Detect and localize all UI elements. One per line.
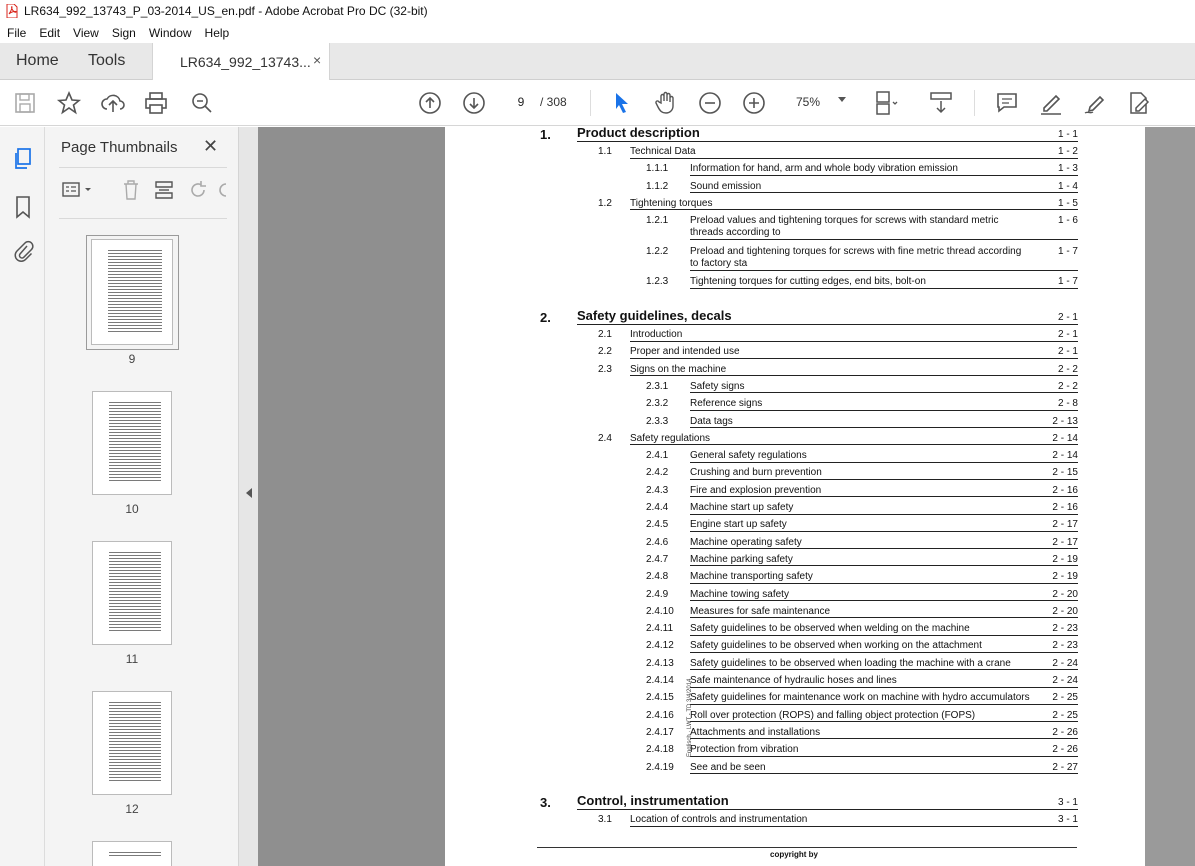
toc-entry-title: Introduction xyxy=(630,329,683,340)
toc-entry-number: 2.4.10 xyxy=(646,605,674,617)
toc-page-number: 2 - 24 xyxy=(1052,657,1078,669)
toc-entry-title: Reference signs xyxy=(690,398,763,410)
panel-splitter[interactable] xyxy=(238,127,258,866)
scrolling-mode-icon[interactable] xyxy=(928,90,954,116)
toc-page-number: 2 - 17 xyxy=(1052,536,1078,548)
rotate-page-icon[interactable] xyxy=(187,179,209,201)
toc-entry-title: Attachments and installations xyxy=(690,726,821,738)
toc-entry-number: 2.4.16 xyxy=(646,709,674,721)
toc-entry-title: Tightening torques for cutting edges, end bits, bolt-on xyxy=(690,276,926,288)
toc-rule xyxy=(690,687,1078,688)
toc-rule xyxy=(577,324,1078,325)
toc-entry-title: Safety guidelines to be observed when working on the attachment xyxy=(690,640,982,652)
toc-entry-number: 2.4.6 xyxy=(646,536,669,548)
toc-page-number: 2 - 23 xyxy=(1052,640,1078,652)
toc-page-number: 3 - 1 xyxy=(1057,814,1078,825)
toc-entry-number: 2.4 xyxy=(598,432,612,444)
toc-page-number: 2 - 25 xyxy=(1052,709,1078,721)
toc-entry-title: Safety guidelines to be observed when welding on the machine xyxy=(690,623,970,635)
toc-page-number: 2 - 14 xyxy=(1052,450,1078,462)
toc-rule xyxy=(690,270,1078,271)
toc-entry-number: 2.4.7 xyxy=(646,553,669,565)
toc-page-number: 1 - 2 xyxy=(1057,146,1078,157)
panel-close-icon[interactable]: ✕ xyxy=(203,136,219,156)
menu-sign[interactable]: Sign xyxy=(111,25,136,40)
toc-rule xyxy=(690,583,1078,584)
toc-entry-number: 2.4.12 xyxy=(646,640,674,652)
thumbnail-page-12[interactable] xyxy=(92,691,172,795)
toc-entry-title: Sound emission xyxy=(690,180,762,192)
toc-rule xyxy=(690,288,1078,289)
toc-entry-number: 2.4.11 xyxy=(646,623,674,635)
toc-page-number: 1 - 7 xyxy=(1057,276,1078,288)
toc-entry-number: 2.4.17 xyxy=(646,726,674,738)
toc-entry-title: Engine start up safety xyxy=(690,519,787,531)
toc-entry-title: Machine start up safety xyxy=(690,502,794,513)
thumbnail-label: 10 xyxy=(125,502,139,516)
menu-help[interactable]: Help xyxy=(204,25,230,40)
toc-page-number: 2 - 17 xyxy=(1052,519,1078,531)
toc-page-number: 2 - 2 xyxy=(1057,380,1078,392)
toc-entry-title: Machine towing safety xyxy=(690,588,789,600)
toc-entry-title: Preload values and tightening torques for screws with standard metric threads according to xyxy=(690,215,999,239)
toc-rule xyxy=(690,496,1078,497)
insert-pages-icon[interactable] xyxy=(153,179,175,201)
thumbnail-options-icon[interactable] xyxy=(61,179,95,201)
thumbnail-label: 9 xyxy=(128,352,136,366)
menu-file[interactable]: File xyxy=(7,25,27,40)
toc-entry-number: 2.3 xyxy=(598,363,612,375)
next-page-icon[interactable] xyxy=(461,90,487,116)
toc-page-number: 1 - 6 xyxy=(1057,215,1078,227)
navigation-rail xyxy=(0,127,45,866)
toc-page-number: 1 - 1 xyxy=(1057,129,1078,140)
main-toolbar xyxy=(0,80,1195,126)
toolbar-divider xyxy=(974,90,975,116)
toc-page-number: 2 - 1 xyxy=(1057,329,1078,340)
menu-edit[interactable]: Edit xyxy=(39,25,61,40)
toc-page-number: 2 - 26 xyxy=(1052,744,1078,756)
page-total: / 308 xyxy=(540,95,567,109)
toc-entry-title: Safety signs xyxy=(690,380,745,392)
toc-rule xyxy=(690,239,1078,240)
tab-document[interactable] xyxy=(152,43,330,81)
toc-entry-number: 1.2.3 xyxy=(646,276,669,288)
toc-entry-title: General safety regulations xyxy=(690,450,807,462)
toc-rule xyxy=(690,721,1078,722)
toc-page-number: 1 - 7 xyxy=(1057,245,1078,257)
toc-entry-number: 1.2 xyxy=(598,197,612,209)
viewer-scrollbar[interactable] xyxy=(1145,127,1195,866)
page-number-input[interactable] xyxy=(508,92,534,112)
toc-page-number: 2 - 13 xyxy=(1052,415,1078,427)
toc-rule xyxy=(690,175,1078,176)
toc-entry-number: 2.3.2 xyxy=(646,398,669,410)
toc-entry-title: Information for hand, arm and whole body vibration emission xyxy=(690,163,958,175)
toc-entry-title: Machine transporting safety xyxy=(690,571,813,583)
toc-page-number: 1 - 3 xyxy=(1057,163,1078,175)
toc-rule xyxy=(690,514,1078,515)
toc-page-number: 2 - 26 xyxy=(1052,726,1078,738)
toc-chapter-title: Control, instrumentation xyxy=(577,793,729,808)
thumbnail-label: 12 xyxy=(125,802,139,816)
toc-entry-title: Measures for safe maintenance xyxy=(690,605,831,617)
toc-entry-number: 2.4.18 xyxy=(646,744,674,756)
toc-entry-number: 2.4.5 xyxy=(646,519,669,531)
toc-page-number: 2 - 16 xyxy=(1052,484,1078,496)
toc-page-number: 2 - 23 xyxy=(1052,623,1078,635)
attachment-paperclip-icon[interactable] xyxy=(12,239,34,263)
toc-rule xyxy=(630,158,1078,159)
toc-rule xyxy=(630,826,1078,827)
toc-rule xyxy=(630,358,1078,359)
toc-rule xyxy=(577,141,1078,142)
toc-rule xyxy=(690,617,1078,618)
tab-home[interactable]: Home xyxy=(16,52,59,69)
toc-entry-number: 2.4.1 xyxy=(646,450,669,462)
zoom-in-icon[interactable] xyxy=(741,90,767,116)
toc-page-number: 1 - 5 xyxy=(1057,197,1078,209)
toc-page-number: 2 - 24 xyxy=(1052,675,1078,686)
toc-entry-number: 1.2.1 xyxy=(646,215,669,227)
toc-rule xyxy=(690,479,1078,480)
toc-entry-title: Location of controls and instrumentation xyxy=(630,814,808,825)
toc-entry-title: Crushing and burn prevention xyxy=(690,467,822,479)
toc-chapter-number: 1. xyxy=(540,127,551,142)
toc-rule xyxy=(690,652,1078,653)
toc-entry-title: Tightening torques xyxy=(630,197,713,209)
toc-rule xyxy=(630,375,1078,376)
toc-entry-number: 1.1.2 xyxy=(646,180,669,192)
menu-bar xyxy=(0,22,1195,43)
title-bar xyxy=(0,0,1195,22)
toc-entry-number: 1.1.1 xyxy=(646,163,669,175)
menu-view[interactable]: View xyxy=(73,25,99,40)
rotate-page-overflow-icon[interactable] xyxy=(219,179,227,201)
toc-rule xyxy=(690,738,1078,739)
thumbnail-page-11[interactable] xyxy=(92,541,172,645)
toc-entry-number: 1.1 xyxy=(598,146,612,157)
toc-entry-title: Fire and explosion prevention xyxy=(690,484,822,496)
panel-divider xyxy=(59,167,227,168)
toc-entry-number: 2.1 xyxy=(598,329,612,340)
toc-entry-number: 2.4.4 xyxy=(646,502,669,513)
toc-rule xyxy=(690,635,1078,636)
toc-rule xyxy=(690,704,1078,705)
zoom-out-icon[interactable] xyxy=(697,90,723,116)
toc-page-number: 2 - 20 xyxy=(1052,605,1078,617)
toc-entry-title: Preload and tightening torques for screws with fine metric thread according to factory sta xyxy=(690,245,1022,269)
page-side-text: Englisch · LWT - TD 3/4/2014 xyxy=(687,678,693,757)
toc-page-number: 2 - 14 xyxy=(1052,432,1078,444)
toc-entry-number: 2.4.14 xyxy=(646,675,674,686)
toc-rule xyxy=(690,756,1078,757)
hand-tool-icon[interactable] xyxy=(653,90,679,116)
fill-sign-icon[interactable] xyxy=(1126,90,1152,116)
thumbnail-page-9[interactable] xyxy=(91,239,173,345)
toc-entry-title: See and be seen xyxy=(690,761,766,773)
page-footer: copyright by xyxy=(770,850,819,859)
toc-entry-number: 3.1 xyxy=(598,814,612,825)
acrobat-pdf-icon xyxy=(6,4,18,18)
toc-entry-title: Proper and intended use xyxy=(630,346,740,358)
page-thumbnails-icon[interactable] xyxy=(11,147,35,173)
find-zoom-icon[interactable] xyxy=(189,90,215,116)
toc-page-number: 2 - 8 xyxy=(1057,398,1078,410)
pdf-page xyxy=(445,127,1145,866)
toc-rule xyxy=(690,773,1078,774)
toc-rule xyxy=(690,410,1078,411)
toc-entry-title: Safe maintenance of hydraulic hoses and lines xyxy=(690,675,897,686)
toc-entry-title: Machine parking safety xyxy=(690,553,793,565)
sign-pen-icon[interactable] xyxy=(1082,90,1108,116)
highlight-pen-icon[interactable] xyxy=(1038,90,1064,116)
panel-title: Page Thumbnails xyxy=(61,139,178,156)
thumbnail-page-10[interactable] xyxy=(92,391,172,495)
collapse-panel-icon[interactable] xyxy=(246,488,252,498)
toc-entry-title: Signs on the machine xyxy=(630,363,727,375)
toc-entry-number: 2.3.1 xyxy=(646,380,669,392)
toc-entry-title: Safety guidelines for maintenance work on machine with hydro accumulators xyxy=(690,692,1030,704)
panel-divider xyxy=(59,218,227,219)
toc-rule xyxy=(690,669,1078,670)
comment-icon[interactable] xyxy=(994,90,1020,116)
thumbnail-page-13[interactable] xyxy=(92,841,172,866)
footer-rule xyxy=(537,847,1077,848)
document-viewer[interactable] xyxy=(258,127,1195,866)
toc-rule xyxy=(630,444,1078,445)
toc-page-number: 2 - 15 xyxy=(1052,467,1078,479)
toc-entry-title: Protection from vibration xyxy=(690,744,799,756)
page-fit-icon[interactable] xyxy=(873,90,899,116)
bookmark-star-icon[interactable] xyxy=(56,90,82,116)
toc-page-number: 2 - 16 xyxy=(1052,502,1078,513)
toc-entry-title: Safety regulations xyxy=(630,432,711,444)
toc-chapter-title: Safety guidelines, decals xyxy=(577,308,732,323)
toc-page-number: 2 - 2 xyxy=(1057,363,1078,375)
tab-bar xyxy=(0,43,1195,80)
toc-entry-number: 2.2 xyxy=(598,346,612,358)
toc-page-number: 2 - 20 xyxy=(1052,588,1078,600)
toc-entry-number: 2.4.15 xyxy=(646,692,674,704)
save-icon[interactable] xyxy=(12,90,38,116)
toc-entry-number: 2.4.9 xyxy=(646,588,669,600)
toc-entry-number: 2.4.8 xyxy=(646,571,669,583)
thumbnail-label: 11 xyxy=(125,652,139,666)
toc-rule xyxy=(690,392,1078,393)
toc-rule xyxy=(690,565,1078,566)
tab-close-icon[interactable]: × xyxy=(313,52,322,68)
toc-rule xyxy=(577,809,1078,810)
toc-entry-number: 1.2.2 xyxy=(646,245,669,257)
toc-page-number: 2 - 1 xyxy=(1057,312,1078,323)
tab-document-label: LR634_992_13743... xyxy=(180,54,311,70)
toc-entry-title: Technical Data xyxy=(630,146,696,157)
print-icon[interactable] xyxy=(143,90,169,116)
toc-rule xyxy=(690,548,1078,549)
toc-page-number: 2 - 25 xyxy=(1052,692,1078,704)
toc-chapter-number: 3. xyxy=(540,795,551,810)
toc-chapter-title: Product description xyxy=(577,127,700,140)
toc-rule xyxy=(690,462,1078,463)
page-thumbnails-panel xyxy=(45,127,238,866)
zoom-dropdown-icon[interactable] xyxy=(838,97,846,102)
toc-entry-number: 2.4.19 xyxy=(646,761,674,773)
toc-entry-title: Safety guidelines to be observed when loading the machine with a crane xyxy=(690,657,1011,669)
bookmark-icon[interactable] xyxy=(13,195,33,219)
toc-entry-number: 2.4.3 xyxy=(646,484,669,496)
toc-chapter-number: 2. xyxy=(540,310,551,325)
toc-entry-number: 2.3.3 xyxy=(646,415,669,427)
toc-page-number: 3 - 1 xyxy=(1057,797,1078,808)
tab-tools[interactable]: Tools xyxy=(88,52,126,69)
toc-entry-number: 2.4.2 xyxy=(646,467,669,479)
menu-window[interactable]: Window xyxy=(148,25,192,40)
toc-page-number: 2 - 1 xyxy=(1057,346,1078,358)
toc-entry-title: Data tags xyxy=(690,415,733,427)
toc-entry-number: 2.4.13 xyxy=(646,657,674,669)
toc-rule xyxy=(630,341,1078,342)
toc-rule xyxy=(690,600,1078,601)
delete-pages-icon[interactable] xyxy=(121,179,141,201)
previous-page-icon[interactable] xyxy=(417,90,443,116)
toc-page-number: 2 - 27 xyxy=(1052,761,1078,773)
upload-cloud-icon[interactable] xyxy=(100,90,126,116)
select-pointer-icon[interactable] xyxy=(609,90,635,116)
toolbar-divider xyxy=(590,90,591,116)
toc-rule xyxy=(690,531,1078,532)
toc-page-number: 2 - 19 xyxy=(1052,553,1078,565)
toc-entry-title: Machine operating safety xyxy=(690,536,802,548)
toc-rule xyxy=(690,427,1078,428)
zoom-level[interactable]: 75% xyxy=(796,95,821,109)
toc-page-number: 1 - 4 xyxy=(1057,180,1078,192)
toc-entry-title: Roll over protection (ROPS) and falling object protection (FOPS) xyxy=(690,709,976,721)
toc-rule xyxy=(690,192,1078,193)
toc-page-number: 2 - 19 xyxy=(1052,571,1078,583)
toc-rule xyxy=(630,209,1078,210)
window-title: LR634_992_13743_P_03-2014_US_en.pdf - Adobe Acrobat Pro DC (32-bit) xyxy=(24,4,428,18)
